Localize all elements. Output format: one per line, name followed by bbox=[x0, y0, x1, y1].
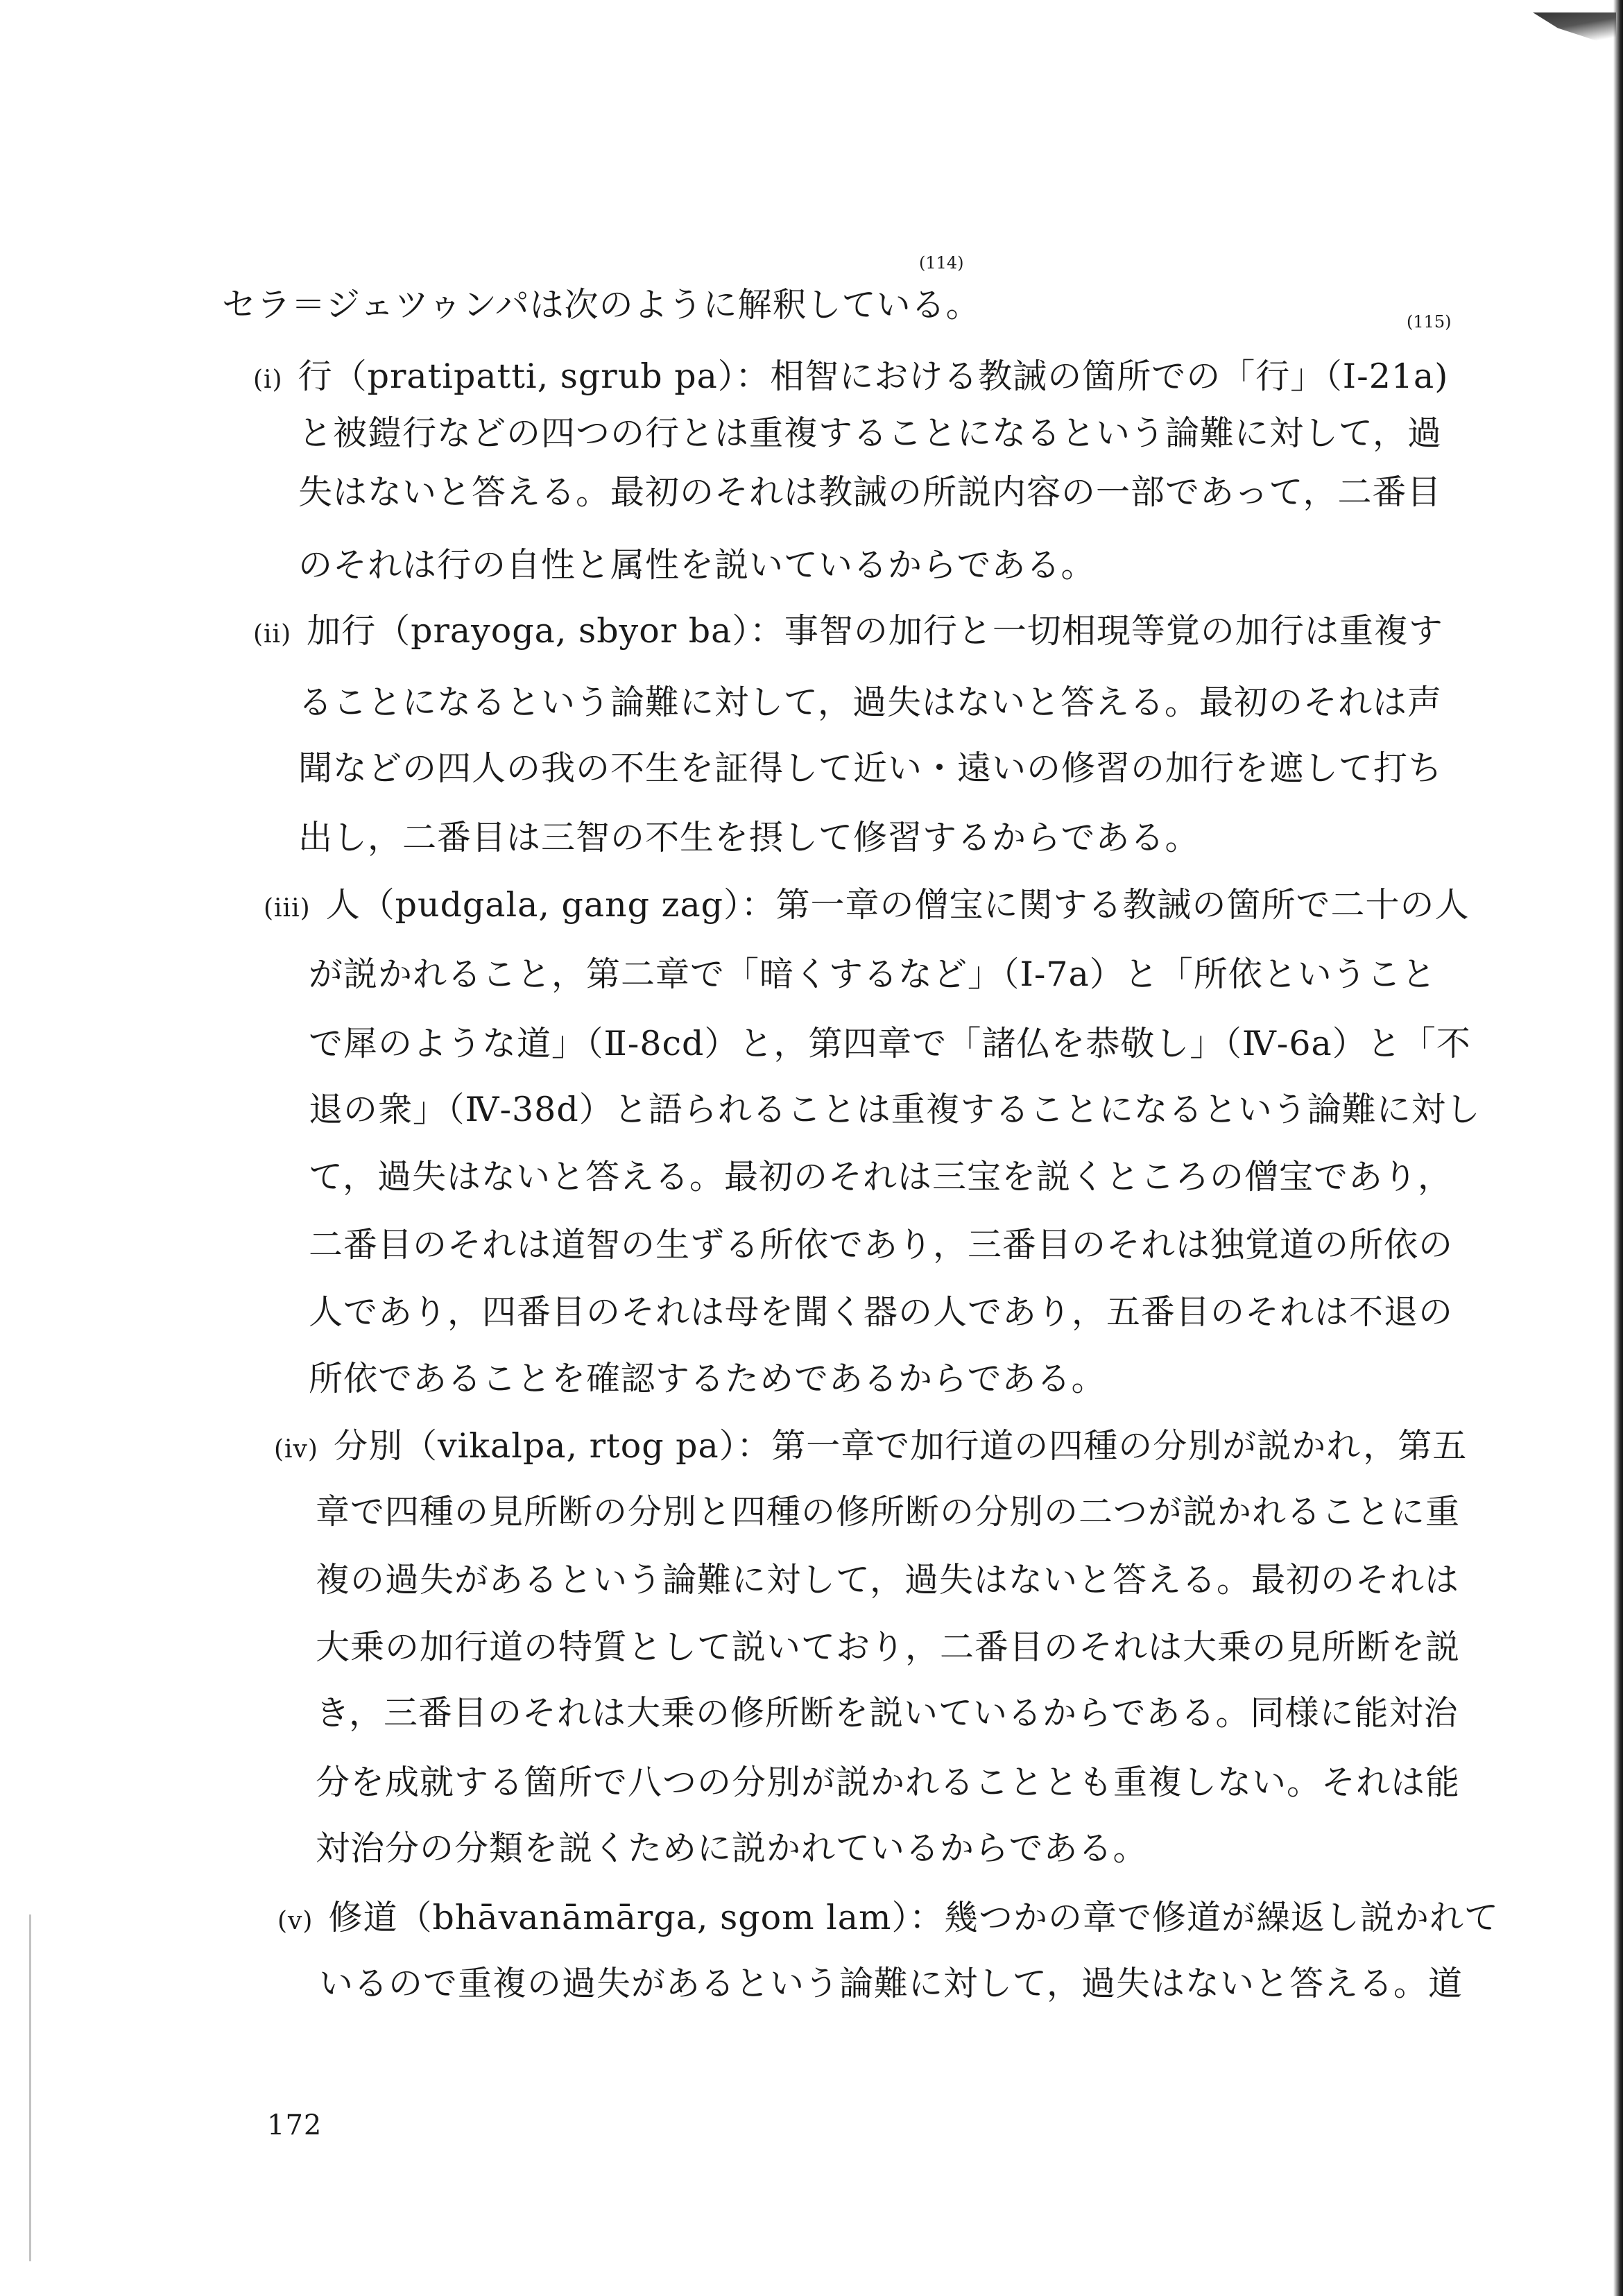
item-text-line: 二番目のそれは道智の生ずる所依であり，三番目のそれは独覚道の所依の bbox=[309, 1225, 1454, 1265]
item-text-line: と被鎧行などの四つの行とは重複することになるという論難に対して，過 bbox=[298, 413, 1443, 453]
item-i-first-line bbox=[253, 356, 1448, 401]
item-text-line: 分を成就する箇所で八つの分別が説かれることとも重複しない。それは能 bbox=[316, 1763, 1461, 1802]
item-ii-first-line bbox=[253, 610, 1443, 656]
intro-line: セラ＝ジェツゥンパは次のように解釈している。 bbox=[222, 285, 981, 325]
item-text-line: 分別（vikalpa, rtog pa）：第一章で加行道の四種の分別が説かれ，第五 bbox=[333, 1426, 1468, 1466]
item-text-line: 大乗の加行道の特質として説いており，二番目のそれは大乗の見所断を説 bbox=[316, 1627, 1461, 1667]
item-marker: (v) bbox=[277, 1907, 314, 1935]
page-number: 172 bbox=[267, 2109, 323, 2141]
item-text-line: 対治分の分類を説くために説かれているからである。 bbox=[316, 1828, 1148, 1868]
item-text-line: で犀のような道」（Ⅱ-8cd）と，第四章で「諸仏を恭敬し」（Ⅳ-6a）と「不 bbox=[309, 1024, 1471, 1063]
item-text-line: 複の過失があるという論難に対して，過失はないと答える。最初のそれは bbox=[316, 1560, 1460, 1600]
item-text-line: 修道（bhāvanāmārga, sgom lam）：幾つかの章で修道が繰返し説かれて bbox=[328, 1898, 1499, 1937]
item-text-line: のそれは行の自性と属性を説いているからである。 bbox=[298, 545, 1096, 585]
item-text-line: き，三番目のそれは大乗の修所断を説いているからである。同様に能対治 bbox=[316, 1693, 1459, 1733]
footnote-ref-115: (115) bbox=[1407, 312, 1452, 332]
item-text-line: 失はないと答える。最初のそれは教誡の所説内容の一部であって，二番目 bbox=[298, 472, 1442, 512]
item-text-line: ることになるという論難に対して，過失はないと答える。最初のそれは声 bbox=[298, 683, 1443, 722]
item-text-line: 出し，二番目は三智の不生を摂して修習するからである。 bbox=[298, 818, 1200, 857]
item-text-line: が説かれること，第二章で「暗くするなど」（I-7a）と「所依ということ bbox=[309, 954, 1436, 994]
item-text-line: 聞などの四人の我の不生を証得して近い・遠いの修習の加行を遮して打ち bbox=[298, 748, 1443, 788]
item-text-line: 退の衆」（Ⅳ-38d）と語られることは重複することになるという論難に対し bbox=[309, 1090, 1481, 1129]
item-text-line: 章で四種の見所断の分別と四種の修所断の分別の二つが説かれることに重 bbox=[316, 1492, 1461, 1532]
item-text-line: て，過失はないと答える。最初のそれは三宝を説くところの僧宝であり， bbox=[309, 1157, 1453, 1197]
item-iv-first-line bbox=[274, 1425, 1467, 1471]
item-text-line: いるので重複の過失があるという論難に対して，過失はないと答える。道 bbox=[319, 1964, 1463, 2003]
item-marker: (ii) bbox=[253, 620, 292, 649]
item-text-line: 行（pratipatti, sgrub pa）：相智における教誡の箇所での「行」（I-21a) bbox=[298, 357, 1449, 396]
item-marker: (iv) bbox=[274, 1435, 318, 1464]
item-iii-first-line bbox=[264, 884, 1470, 929]
item-text-line: 加行（prayoga, sbyor ba）：事智の加行と一切相現等覚の加行は重複す bbox=[307, 611, 1443, 651]
item-v-first-line bbox=[277, 1897, 1499, 1942]
item-marker: (iii) bbox=[264, 894, 311, 923]
item-marker: (i) bbox=[253, 366, 283, 394]
footnote-ref-114: (114) bbox=[919, 253, 964, 273]
item-text-line: 人であり，四番目のそれは母を聞く器の人であり，五番目のそれは不退の bbox=[309, 1292, 1454, 1332]
item-text-line: 所依であることを確認するためであるからである。 bbox=[309, 1359, 1106, 1398]
item-text-line: 人（pudgala, gang zag）：第一章の僧宝に関する教誡の箇所で二十の人 bbox=[325, 885, 1470, 925]
